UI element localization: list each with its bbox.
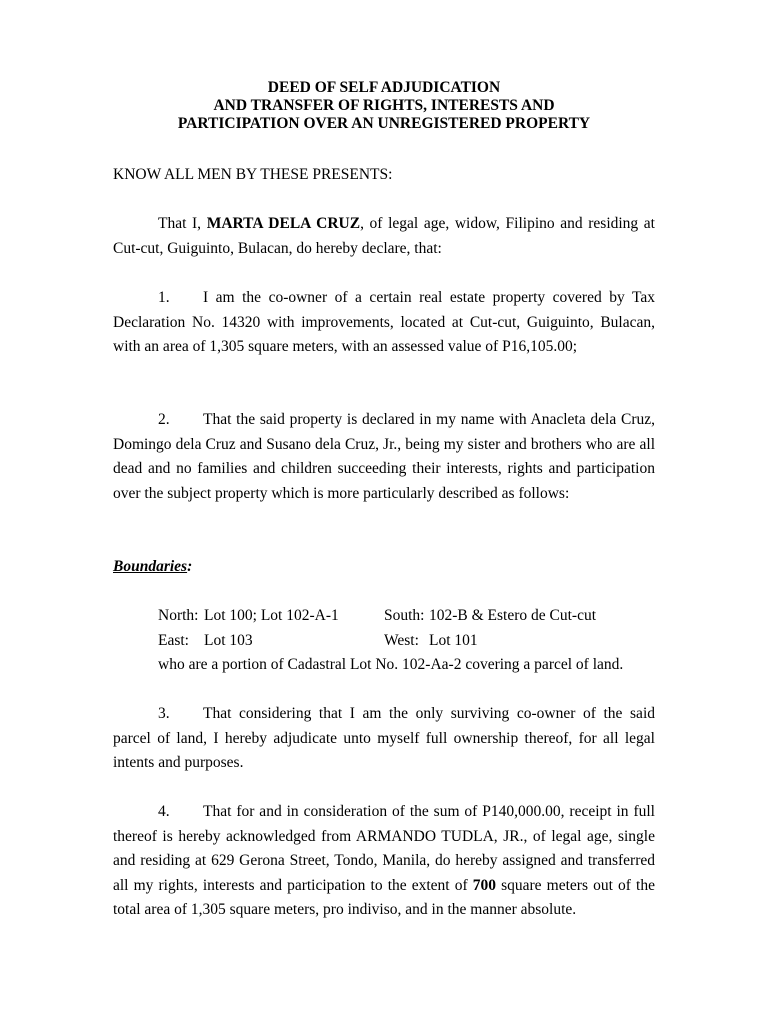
paragraph-4-area-bold: 700 [472,876,496,894]
paragraph-2-text: That the said property is declared in my name with Anacleta dela Cruz, Domingo dela Cruz and Susano dela Cruz, Jr., being my sister and brothers who are all dead and no families and children succeeding their interests, rights and participation over the subject property which is more particularly described as follows: [113,411,655,502]
paragraph-4-text-b: square meters out of the total area of 1,305 square meters, pro indiviso, and in the manner absolute. [113,876,655,918]
boundaries-row-2 [158,629,678,654]
intro-prefix: That I, [158,215,207,232]
declarant-name: MARTA DELA CRUZ [206,215,361,232]
intro-suffix: , of legal age, widow, Filipino and residing at Cut-cut, Guiguinto, Bulacan, do hereby declare, that: [113,215,655,257]
east-label: East: [158,631,189,649]
south-value: 102-B & Estero de Cut-cut [429,607,597,624]
paragraph-1-text: I am the co-owner of a certain real estate property covered by Tax Declaration No. 14320 with improvements, located at Cut-cut, Guiguinto, Bulacan, with an area of 1,305 square meters, with an assessed value of P16,105.00; [113,289,655,355]
paragraph-4-number: 4. [158,803,170,820]
paragraph-3 [113,702,655,776]
north-label: North: [158,607,199,624]
opening-line: KNOW ALL MEN BY THESE PRESENTS: [113,166,393,183]
south-label: South: [384,607,425,624]
boundaries-table [158,604,678,678]
document-title [0,79,768,133]
paragraph-3-text: That considering that I am the only surviving co-owner of the said parcel of land, I hereby adjudicate unto myself full ownership thereof, for all legal intents and purposes. [113,705,655,771]
north-value: Lot 100; Lot 102-A-1 [204,607,339,624]
boundaries-heading [113,555,655,580]
intro-paragraph [113,212,655,261]
paragraph-3-number: 3. [158,705,170,722]
boundaries-row-1 [158,604,678,629]
boundaries-heading-colon: : [187,558,193,575]
boundaries-heading-text: Boundaries [113,558,188,575]
paragraph-4 [113,800,655,923]
paragraph-1 [113,286,655,360]
paragraph-4-text-a: That for and in consideration of the sum of P140,000.00, receipt in full thereof is hereby acknowledged from ARMANDO TUDLA, JR., of legal age, single and residing at 629 Gerona Street, Tondo, Manila, do hereby assigned and transferred all my rights, interests and participation to the extent of [113,803,655,894]
title-line-3: PARTICIPATION OVER AN UNREGISTERED PROPERTY [177,115,591,132]
title-line-2: AND TRANSFER OF RIGHTS, INTERESTS AND [213,97,555,114]
paragraph-1-number: 1. [158,289,170,306]
east-value: Lot 103 [204,631,253,649]
paragraph-2-number: 2. [158,411,170,428]
west-value: Lot 101 [429,631,478,649]
boundaries-note: who are a portion of Cadastral Lot No. 102-Aa-2 covering a parcel of land. [158,656,624,673]
west-label: West: [384,631,419,649]
title-line-1: DEED OF SELF ADJUDICATION [267,79,501,96]
paragraph-2 [113,408,655,506]
